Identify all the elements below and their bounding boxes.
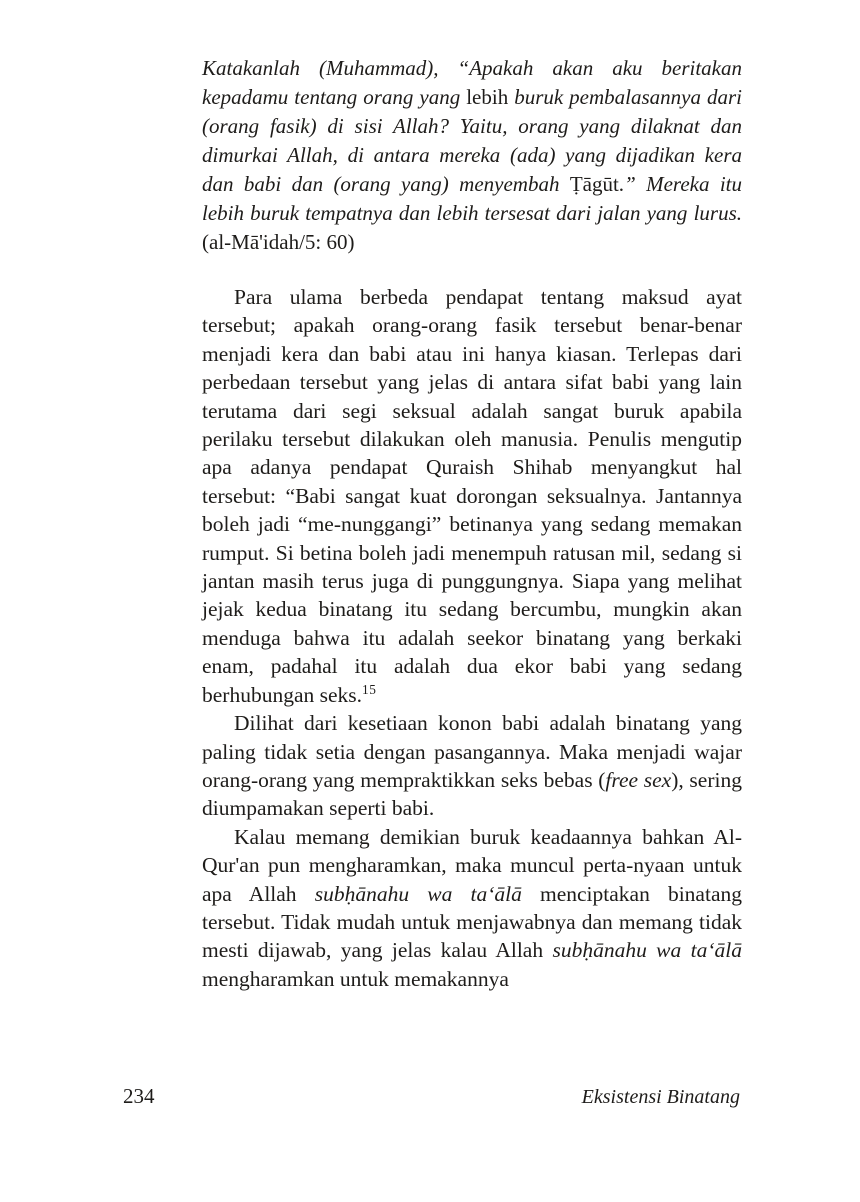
text-run: subḥānahu wa ta‘ālā [314,881,522,906]
text-run: Para ulama berbeda pendapat tentang maksud ayat tersebut; apakah orang-orang fasik tersebut benar-benar menjadi kera dan babi atau ini hanya kiasan. Terlepas dari perbedaan tersebut yang jelas di antara sifat babi yang lain terutama dari segi seksual adalah sangat buruk apabila perilaku tersebut dilakukan oleh manusia. Penulis mengutip apa adanya pendapat Quraish Shihab menyangkut hal tersebut: “Babi sangat kuat dorongan seksualnya. Jantannya boleh jadi “me-nunggangi” betinanya yang sedang memakan rumput. Si betina boleh jadi menempuh ratusan mil, sedang si jantan masih terus juga di punggungnya. Siapa yang melihat jejak kedua binatang itu sedang bercumbu, mungkin akan menduga bahwa itu adalah seekor binatang yang berkaki enam, padahal itu adalah dua ekor babi yang sedang berhubungan seks. [202,285,742,707]
paragraph [202,823,742,993]
text-run: (al-Mā'idah/5: 60) [202,230,355,254]
paragraph [202,709,742,823]
paragraph [202,283,742,709]
quran-quote [202,54,742,257]
text-run: Dilihat dari kesetiaan konon babi adalah binatang yang paling tidak setia dengan pasangannya. Maka menjadi wajar orang-orang yang mempraktikkan seks bebas ( [202,711,742,792]
text-run: free sex [605,767,672,792]
text-run: Kalau memang demikian buruk keadaannya bahkan Al-Qur'an pun mengharamkan, maka muncul perta-nyaan untuk apa Allah [202,824,742,906]
text-run: menciptakan binatang tersebut. Tidak mudah untuk menjawabnya dan memang tidak mesti dijawab, yang jelas kalau Allah [202,881,742,963]
text-run: Ṭāgūt. [569,172,625,196]
running-title: Eksistensi Binatang [581,1086,740,1108]
text-run: subḥānahu wa ta‘ālā [552,938,742,963]
text-run: 15 [362,681,377,697]
page-number: 234 [123,1084,155,1108]
text-run: lebih [466,85,515,109]
page-footer [123,1084,740,1109]
text-block [202,54,742,993]
text-run: mengharamkan untuk memakannya [202,966,509,991]
body-paragraphs [202,283,742,993]
text-run: ), sering diumpamakan seperti babi. [202,767,742,821]
text-run: buruk pembalasannya dari (orang fasik) di sisi Allah? Yaitu, orang yang dilaknat dan dimurkai Allah, di antara mereka (ada) yang dijadikan kera dan babi dan (orang yang) menyembah [202,85,742,196]
text-run: ” Mereka itu lebih buruk tempatnya dan lebih tersesat dari jalan yang lurus. [202,172,742,225]
text-run: Katakanlah (Muhammad), “Apakah akan aku beritakan kepadamu tentang orang yang [202,56,742,109]
